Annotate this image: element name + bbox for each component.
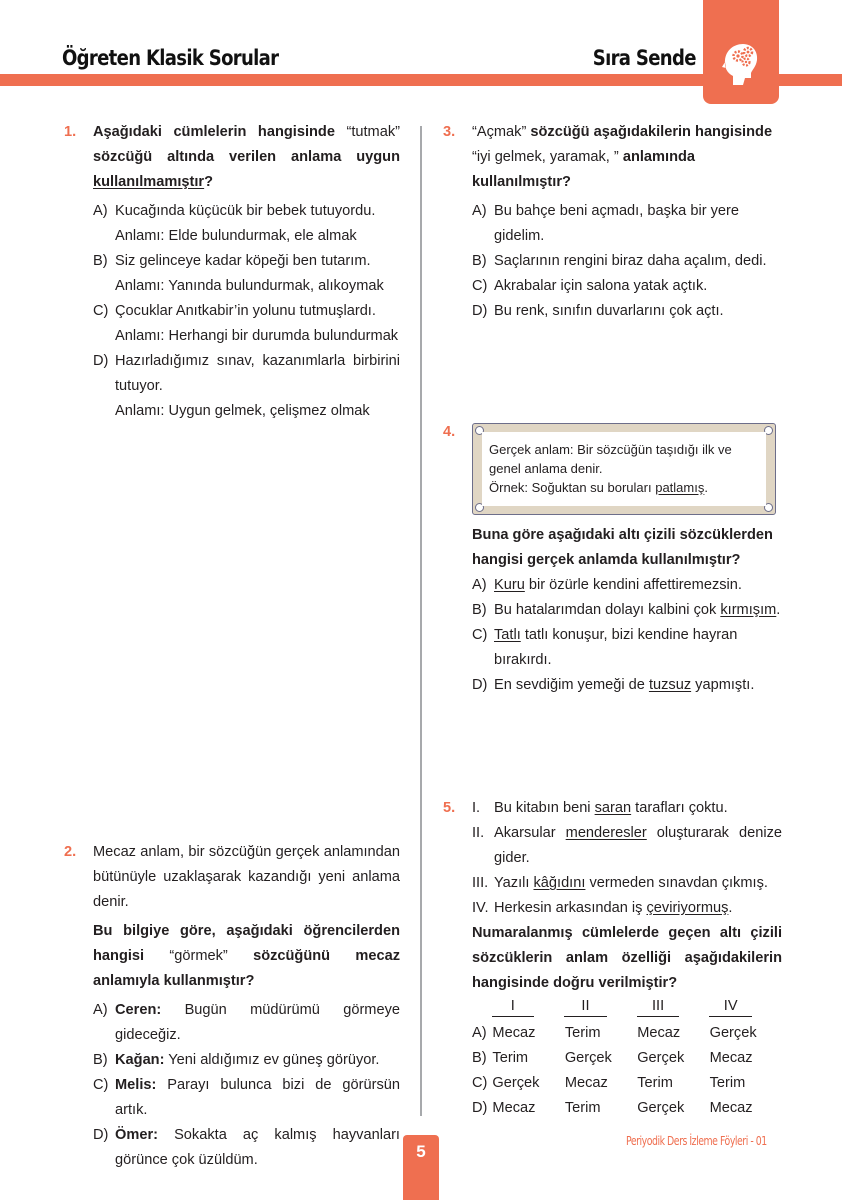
option-a[interactable] <box>472 573 782 598</box>
question-3 <box>443 120 782 324</box>
option-text: Bugün müdürümü görmeye gideceğiz. <box>115 1002 400 1043</box>
option-text: Parayı bulunca bizi de görürsün artık. <box>115 1077 400 1118</box>
option-text: Bu hatalarımdan dolayı kalbini çok <box>494 602 721 618</box>
sentence-text: oluşturarak denize gider. <box>494 825 782 866</box>
option-text: Yeni aldığımız ev güneş görüyor. <box>168 1052 380 1068</box>
option-b[interactable] <box>93 249 400 274</box>
question-4 <box>472 523 782 698</box>
table-cell: Mecaz <box>564 1075 608 1091</box>
stem-text: sözcüğü altında verilen anlama uygun <box>93 149 400 165</box>
option-label: B) <box>93 1052 108 1068</box>
table-cell: Mecaz <box>709 1100 753 1116</box>
sentence-i <box>472 796 782 821</box>
option-label: D) <box>472 677 488 693</box>
table-cell: Gerçek <box>637 1050 685 1066</box>
option-label: D) <box>93 1127 109 1143</box>
student-name: Ömer: <box>115 1127 158 1143</box>
option-label: B) <box>472 1050 487 1066</box>
stem-text: Bu bilgiye göre, aşağıdaki öğrencilerden hangisi <box>93 923 400 964</box>
option-text: bir özürle kendini affettiremezsin. <box>524 577 742 593</box>
roman-numeral: I. <box>472 800 481 816</box>
sentence-iv <box>472 896 782 921</box>
option-d[interactable] <box>472 673 782 698</box>
option-c[interactable] <box>472 274 782 299</box>
option-text: . <box>776 602 781 618</box>
question-2 <box>64 840 401 1173</box>
option-text: Saçlarının rengini biraz daha açalım, dedi. <box>494 253 767 269</box>
option-text: tatlı konuşur, bizi kendine hayran bırakırdı. <box>494 627 738 668</box>
roman-numeral: IV. <box>472 900 489 916</box>
sentence-text: Bu kitabın beni <box>494 800 595 816</box>
option-text: En sevdiğim yemeği de <box>494 677 649 693</box>
option-text: Kucağında küçücük bir bebek tutuyordu. <box>115 203 376 219</box>
option-d[interactable] <box>472 299 782 324</box>
underlined-word: kâğıdını <box>533 875 586 891</box>
underlined-word: saran <box>594 800 632 816</box>
option-b[interactable] <box>472 598 782 623</box>
underlined-word: tuzsuz <box>648 677 692 693</box>
option-meaning: Anlamı: Yanında bulundurmak, alıkoymak <box>115 278 384 294</box>
option-text: yapmıştı. <box>691 677 755 693</box>
question-number: 4. <box>443 424 456 440</box>
option-label: B) <box>472 253 487 269</box>
option-meaning: Anlamı: Herhangi bir durumda bulundurmak <box>115 328 399 344</box>
sentence-text: vermeden sınavdan çıkmış. <box>585 875 768 891</box>
question-number: 2. <box>64 844 77 860</box>
table-cell: Mecaz <box>492 1100 536 1116</box>
question-stem <box>93 919 400 994</box>
option-label: A) <box>472 203 487 219</box>
sentence-text: Herkesin arkasından iş <box>494 900 647 916</box>
option-label: B) <box>472 602 487 618</box>
page-number: 5 <box>403 1135 439 1200</box>
option-label: D) <box>472 1100 488 1116</box>
student-name: Kağan: <box>115 1052 165 1068</box>
question-intro: Mecaz anlam, bir sözcüğün gerçek anlamından bütünüyle uzaklaşarak kazandığı yeni anlama denir. <box>93 844 400 910</box>
sentence-text: Akarsular <box>494 825 566 841</box>
question-stem <box>472 120 782 195</box>
sentence-ii <box>472 821 782 871</box>
table-cell: Gerçek <box>709 1025 757 1041</box>
quoted-word: “Açmak” <box>472 124 527 140</box>
example-prefix: Örnek: Soğuktan su boruları <box>489 480 652 495</box>
underlined-word: çeviriyormuş <box>646 900 729 916</box>
roman-numeral: II. <box>472 825 485 841</box>
option-text: Bu renk, sınıfın duvarlarını çok açtı. <box>494 303 724 319</box>
option-label: C) <box>93 1077 109 1093</box>
option-label: D) <box>93 353 109 369</box>
underlined-word: patlamış <box>655 480 705 495</box>
table-cell: Gerçek <box>564 1050 612 1066</box>
column-header: II <box>564 996 607 1017</box>
option-label: A) <box>472 577 487 593</box>
table-cell: Terim <box>637 1075 673 1091</box>
option-text: Sokakta aç kalmış hayvanları görünce çok üzüldüm. <box>115 1127 400 1168</box>
table-cell: Gerçek <box>492 1075 540 1091</box>
student-name: Melis: <box>115 1077 157 1093</box>
header-tab <box>703 0 779 104</box>
option-label: C) <box>93 303 109 319</box>
question-number: 5. <box>443 800 456 816</box>
sentence-text: . <box>728 900 733 916</box>
underlined-word: menderesler <box>565 825 647 841</box>
table-cell: Terim <box>492 1050 529 1066</box>
stem-text: sözcüğü aşağıdakilerin hangisinde <box>530 124 773 140</box>
option-text: Siz gelinceye kadar köpeği ben tutarım. <box>115 253 371 269</box>
roman-numeral: III. <box>472 875 489 891</box>
column-header: III <box>637 996 680 1017</box>
option-text: Akrabalar için salona yatak açtık. <box>494 278 708 294</box>
section-title: Sıra Sende <box>593 46 696 70</box>
example-text <box>489 478 759 497</box>
option-meaning: Anlamı: Uygun gelmek, çelişmez olmak <box>115 403 370 419</box>
quoted-meaning: “iyi gelmek, yaramak, ” <box>472 149 619 165</box>
option-a[interactable] <box>93 199 400 224</box>
option-c[interactable] <box>472 623 782 673</box>
series-title: Periyodik Ders İzleme Föyleri - 01 <box>626 1134 767 1148</box>
underlined-word: Kuru <box>494 577 525 593</box>
option-a[interactable] <box>93 998 400 1048</box>
table-header <box>472 996 782 1021</box>
table-cell: Terim <box>564 1025 601 1041</box>
quoted-word: “tutmak” <box>346 124 400 140</box>
option-label: A) <box>472 1025 487 1041</box>
column-header: IV <box>709 996 752 1017</box>
option-text: Bu bahçe beni açmadı, başka bir yere gidelim. <box>494 203 739 244</box>
option-text: Çocuklar Anıtkabir’in yolunu tutmuşlardı. <box>115 303 376 319</box>
question-number: 3. <box>443 124 456 140</box>
student-name: Ceren: <box>115 1002 162 1018</box>
question-stem <box>93 120 400 195</box>
info-box-content <box>482 432 766 506</box>
sentence-text: tarafları çoktu. <box>631 800 728 816</box>
option-label: D) <box>472 303 488 319</box>
option-b[interactable] <box>472 249 782 274</box>
option-label: B) <box>93 253 108 269</box>
option-label: A) <box>93 203 108 219</box>
option-b[interactable] <box>472 1046 782 1071</box>
table-cell: Mecaz <box>492 1025 536 1041</box>
head-gears-icon <box>721 40 761 86</box>
column-divider <box>420 126 422 1116</box>
option-label: C) <box>472 1075 488 1091</box>
underlined-word: kullanılmamıştır <box>93 174 205 190</box>
question-stem: Numaralanmış cümlelerde geçen altı çizili sözcüklerin anlam özelliği aşağıdakilerin hangisinde doğru verilmiştir? <box>472 925 782 991</box>
column-header: I <box>492 996 535 1017</box>
table-cell: Terim <box>709 1075 746 1091</box>
option-label: A) <box>93 1002 108 1018</box>
option-meaning: Anlamı: Elde bulundurmak, ele almak <box>115 228 357 244</box>
quoted-word: “görmek” <box>169 948 228 964</box>
underlined-word: Tatlı <box>494 627 521 643</box>
table-cell: Terim <box>564 1100 601 1116</box>
table-cell: Mecaz <box>637 1025 681 1041</box>
sentence-text: Yazılı <box>494 875 534 891</box>
question-stem: Buna göre aşağıdaki altı çizili sözcüklerden hangisi gerçek anlamda kullanılmıştır? <box>472 527 773 568</box>
table-cell: Mecaz <box>709 1050 753 1066</box>
option-label: C) <box>472 278 488 294</box>
option-d[interactable] <box>472 1096 782 1121</box>
option-c[interactable] <box>93 1073 400 1123</box>
question-1 <box>64 120 400 424</box>
option-a[interactable] <box>472 199 782 249</box>
option-text: Hazırladığımız sınav, kazanımlarla birbirini tutuyor. <box>115 353 400 394</box>
option-c[interactable] <box>472 1071 782 1096</box>
option-b[interactable] <box>93 1048 400 1073</box>
info-box <box>472 423 776 515</box>
stem-text: anlamında kullanılmıştır? <box>472 149 696 190</box>
option-c[interactable] <box>93 299 400 324</box>
question-number: 1. <box>64 124 77 140</box>
answer-table <box>472 996 782 1121</box>
option-d[interactable] <box>93 1123 400 1173</box>
table-cell: Gerçek <box>637 1100 685 1116</box>
page-title: Öğreten Klasik Sorular <box>62 46 279 70</box>
stem-text: Aşağıdaki cümlelerin hangisinde <box>93 124 335 140</box>
stem-text: sözcüğünü mecaz anlamıyla kullanmıştır? <box>93 948 401 989</box>
sentence-iii <box>472 871 782 896</box>
option-label: C) <box>472 627 488 643</box>
option-a[interactable] <box>472 1021 782 1046</box>
option-d[interactable] <box>93 349 400 399</box>
definition-text: Gerçek anlam: Bir sözcüğün taşıdığı ilk ve genel anlama denir. <box>489 442 732 476</box>
stem-text: ? <box>204 174 214 190</box>
underlined-word: kırmışım <box>720 602 777 618</box>
question-5 <box>443 796 782 996</box>
example-suffix: . <box>704 480 708 495</box>
